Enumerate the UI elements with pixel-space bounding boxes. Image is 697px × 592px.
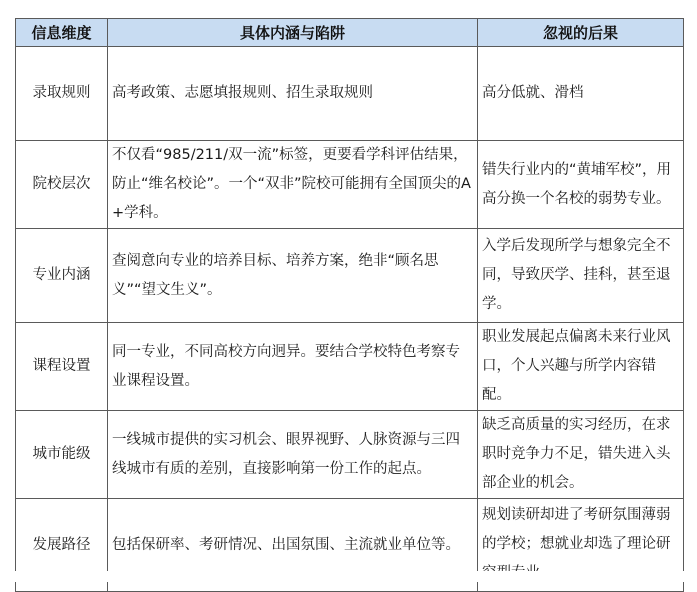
row-content: 包括保研率、考研情况、出国氛围、主流就业单位等。 [108, 499, 478, 592]
row-dimension: 录取规则 [16, 47, 108, 141]
table-row [16, 47, 684, 141]
row-consequence: 高分低就、滑档 [478, 47, 684, 141]
row-consequence: 入学后发现所学与想象完全不同，导致厌学、挂科，甚至退学。 [478, 229, 684, 323]
table-row [16, 229, 684, 323]
row-content: 一线城市提供的实习机会、眼界视野、人脉资源与三四线城市有质的差别，直接影响第一份工作的起点。 [108, 411, 478, 499]
row-content: 不仅看“985/211/双一流”标签，更要看学科评估结果，防止“维名校论”。一个“双非”院校可能拥有全国顶尖的A+学科。 [108, 141, 478, 229]
row-content: 高考政策、志愿填报规则、招生录取规则 [108, 47, 478, 141]
header-consequence: 忽视的后果 [478, 19, 684, 47]
info-dimension-table [15, 18, 684, 592]
row-consequence: 缺乏高质量的实习经历，在求职时竞争力不足，错失进入头部企业的机会。 [478, 411, 684, 499]
table-body [16, 47, 684, 592]
table-header [16, 19, 684, 47]
row-dimension: 发展路径 [16, 499, 108, 592]
row-consequence: 错失行业内的“黄埔军校”，用高分换一个名校的弱势专业。 [478, 141, 684, 229]
row-dimension: 课程设置 [16, 323, 108, 411]
row-consequence: 职业发展起点偏离未来行业风口，个人兴趣与所学内容错配。 [478, 323, 684, 411]
row-dimension: 城市能级 [16, 411, 108, 499]
table-row [16, 411, 684, 499]
bottom-crop-edge [0, 571, 697, 582]
row-content: 同一专业，不同高校方向迥异。要结合学校特色考察专业课程设置。 [108, 323, 478, 411]
header-row [16, 19, 684, 47]
row-consequence-text: 规划读研却进了考研氛围薄弱的学校；想就业却选了理论研 [482, 507, 671, 552]
table-row [16, 141, 684, 229]
table-row [16, 323, 684, 411]
header-dimension: 信息维度 [16, 19, 108, 47]
header-content: 具体内涵与陷阱 [108, 19, 478, 47]
row-content: 查阅意向专业的培养目标、培养方案，绝非“顾名思义”“望文生义”。 [108, 229, 478, 323]
row-dimension: 专业内涵 [16, 229, 108, 323]
row-dimension: 院校层次 [16, 141, 108, 229]
